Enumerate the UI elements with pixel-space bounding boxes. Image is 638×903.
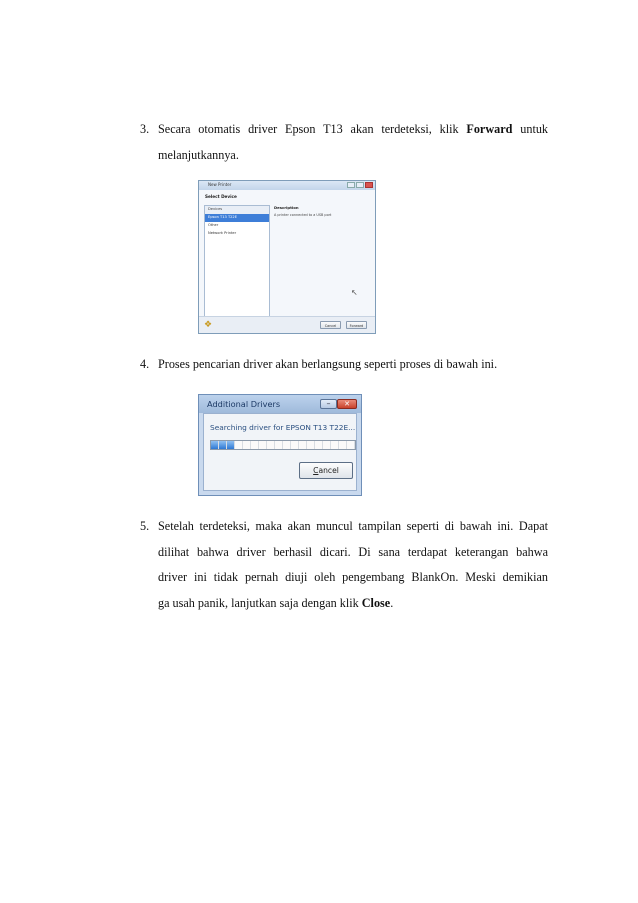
dialog-body (203, 413, 357, 491)
close-icon (365, 182, 373, 188)
windows-logo-icon: ❖ (204, 320, 213, 330)
step-5-line-1: Setelah terdeteksi, maka akan muncul tampilan seperti di bawah ini. Dapat (158, 519, 548, 533)
search-message: Searching driver for EPSON T13 T22E... (210, 423, 356, 432)
step-number: 4. (140, 357, 150, 371)
additional-drivers-screenshot (198, 394, 362, 496)
description-panel (274, 205, 370, 217)
description-label: Description (274, 205, 299, 210)
forward-button: Forward (346, 321, 367, 329)
description-text: A printer connected to a USB port (274, 213, 332, 217)
device-list-header: Devices (205, 206, 269, 214)
window-title: Additional Drivers (207, 399, 281, 409)
device-list (204, 205, 270, 317)
step-5-paragraph (140, 514, 548, 616)
step-3-line-2: melanjutkannya. (158, 147, 239, 162)
step-4-paragraph (140, 352, 548, 378)
cancel-button: Cancel (299, 462, 353, 479)
title-bar (199, 181, 375, 190)
minimize-icon (347, 182, 355, 188)
device-item: Network Printer (208, 231, 237, 235)
dialog-header: Select Device (205, 194, 237, 199)
step-5-line-4: ga usah panik, lanjutkan saja dengan klik Close. (158, 595, 394, 610)
step-number: 5. (140, 519, 150, 533)
forward-keyword: Forward (466, 122, 513, 136)
device-item: Other (208, 223, 219, 227)
step-number: 3. (140, 122, 150, 136)
step-5-line-3: driver ini tidak pernah diuji oleh pengembang BlankOn. Meski demikian (158, 570, 548, 584)
progress-bar (210, 440, 356, 450)
step-5-line-2: dilihat bahwa driver berhasil dicari. Di sana terdapat keterangan bahwa (158, 544, 548, 559)
mouse-cursor-icon: ↖ (351, 288, 358, 297)
close-keyword: Close (361, 595, 391, 610)
device-item: Epson T13 T22E (205, 214, 269, 222)
dialog-footer (199, 316, 375, 333)
minimize-icon: – (320, 399, 337, 409)
window-title: New Printer (208, 182, 232, 187)
new-printer-screenshot (198, 180, 376, 334)
step-3-line-1: Secara otomatis driver Epson T13 akan terdeteksi, klik Forward untuk (158, 122, 549, 136)
step-4-line-1: Proses pencarian driver akan berlangsung seperti proses di bawah ini. (158, 357, 498, 371)
step-3-paragraph (140, 117, 548, 168)
cancel-button: Cancel (320, 321, 341, 329)
close-icon: ✕ (337, 399, 357, 409)
maximize-icon (356, 182, 364, 188)
